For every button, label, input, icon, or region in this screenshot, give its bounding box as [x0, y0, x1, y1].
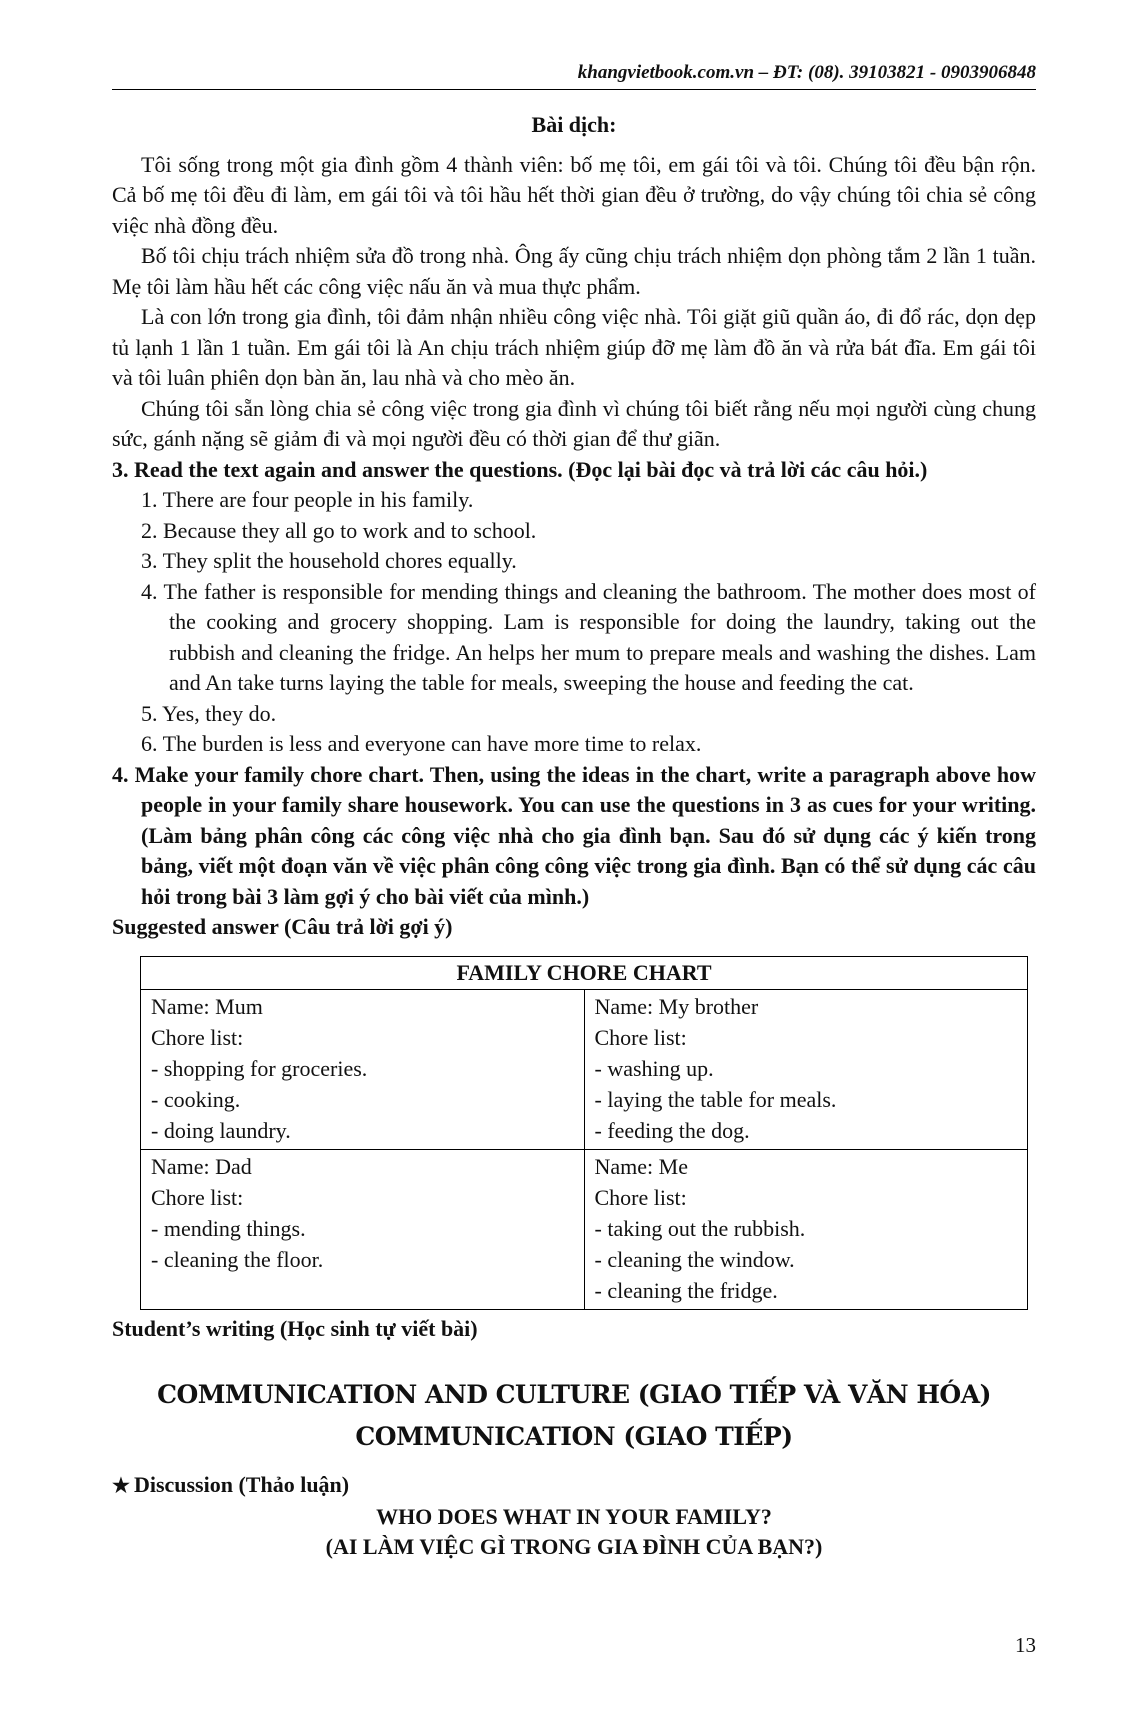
answer-item: [112, 729, 1036, 760]
chore-item: - cleaning the fridge.: [594, 1277, 778, 1303]
page-header: [112, 60, 1036, 90]
chore-item: - taking out the rubbish.: [594, 1215, 806, 1241]
page-content: [112, 110, 1036, 1563]
section-title: COMMUNICATION AND CULTURE (GIAO TIẾP VÀ VĂN HÓA): [157, 1380, 991, 1409]
translation-paragraph: Chúng tôi sẵn lòng chia sẻ công việc trong gia đình vì chúng tôi biết rằng nếu mọi người cùng chung sức, gánh nặng sẽ giảm đi và mọi người đều có thời gian để thư giãn.: [112, 395, 1036, 451]
family-chore-chart: [140, 956, 1028, 1310]
answer-text: 6. The burden is less and everyone can have more time to relax.: [141, 731, 702, 756]
answer-text: 1. There are four people in his family.: [141, 487, 474, 512]
answer-text: 2. Because they all go to work and to school.: [141, 517, 537, 543]
chore-item: - cleaning the window.: [594, 1246, 795, 1272]
cell-list-label: Chore list:: [151, 1024, 244, 1050]
cell-name: Name: Me: [594, 1153, 688, 1179]
suggested-answer-label: Suggested answer (Câu trả lời gợi ý): [112, 914, 453, 939]
chore-item: - cooking.: [151, 1086, 241, 1112]
chart-cell-dad: [141, 1149, 585, 1309]
chore-item: - mending things.: [151, 1215, 306, 1241]
student-writing-label: Student’s writing (Học sinh tự viết bài): [112, 1315, 478, 1341]
discussion-question-vi: (AI LÀM VIỆC GÌ TRONG GIA ĐÌNH CỦA BẠN?): [325, 1534, 823, 1559]
chore-item: - feeding the dog.: [594, 1117, 750, 1143]
answer-item: [112, 516, 1036, 547]
exercise4-title: 4. Make your family chore chart. Then, using the ideas in the chart, write a paragraph above how people in your family share housework. You can use the questions in 3 as cues for your writing. (Làm bảng phân công các công việc nhà cho gia đình bạn. Sau đó sử dụng các ý kiến trong bảng, viết một đoạn văn về việc phân công công việc trong gia đình. Bạn có thể sử dụng các câu hỏi trong bài 3 làm gợi ý cho bài viết của mình.): [112, 761, 1036, 909]
star-icon: ★: [112, 1475, 130, 1497]
cell-name: Name: My brother: [594, 993, 759, 1019]
chore-item: - doing laundry.: [151, 1117, 291, 1143]
cell-list-label: Chore list:: [151, 1184, 244, 1210]
cell-list-label: Chore list:: [594, 1024, 687, 1050]
cell-name: Name: Mum: [151, 993, 263, 1019]
header-site-text: khangvietbook.com.vn – ĐT: (08). 39103821 - 0903906848: [577, 62, 1036, 83]
discussion-heading: [112, 1470, 1036, 1502]
chart-cell-me: [584, 1149, 1028, 1309]
translation-title: Bài dịch:: [531, 112, 617, 137]
chart-cell-mum: [141, 989, 585, 1149]
answer-text: 5. Yes, they do.: [141, 700, 277, 726]
answer-item: [112, 699, 1036, 730]
answer-item: [112, 546, 1036, 577]
page-number: 13: [1015, 1633, 1036, 1657]
chore-item: - washing up.: [594, 1055, 714, 1081]
exercise3-answers: [112, 485, 1036, 760]
cell-list-label: Chore list:: [594, 1184, 687, 1210]
cell-name: Name: Dad: [151, 1153, 252, 1179]
exercise3-title: 3. Read the text again and answer the questions. (Đọc lại bài đọc và trả lời các câu hỏi.): [112, 456, 928, 482]
section-subtitle: COMMUNICATION (GIAO TIẾP): [355, 1422, 793, 1451]
answer-text: 3. They split the household chores equally.: [141, 548, 517, 573]
chore-item: - cleaning the floor.: [151, 1246, 324, 1272]
translation-paragraph: Bố tôi chịu trách nhiệm sửa đồ trong nhà. Ông ấy cũng chịu trách nhiệm dọn phòng tắm 2 lần 1 tuần. Mẹ tôi làm hầu hết các công việc nấu ăn và mua thực phẩm.: [112, 243, 1036, 299]
chore-item: - shopping for groceries.: [151, 1055, 368, 1081]
translation-paragraph: Là con lớn trong gia đình, tôi đảm nhận nhiều công việc nhà. Tôi giặt giũ quần áo, đi đổ rác, dọn dẹp tủ lạnh 1 lần 1 tuần. Em gái tôi là An chịu trách nhiệm giúp đỡ mẹ làm đồ ăn và rửa bát đĩa. Em gái tôi và tôi luân phiên dọn bàn ăn, lau nhà và cho mèo ăn.: [112, 304, 1036, 390]
answer-item: [112, 577, 1036, 699]
answer-item: [112, 485, 1036, 516]
chart-cell-brother: [584, 989, 1028, 1149]
answer-text: 4. The father is responsible for mending things and cleaning the bathroom. The mother does most of the cooking and grocery shopping. Lam is responsible for doing the laundry, taking out the rubbish and cleaning the fridge. An helps her mum to prepare meals and washing the dishes. Lam and An take turns laying the table for meals, sweeping the house and feeding the cat.: [141, 578, 1036, 695]
discussion-question-en: WHO DOES WHAT IN YOUR FAMILY?: [376, 1503, 772, 1529]
chart-title: FAMILY CHORE CHART: [141, 956, 1028, 989]
discussion-label: Discussion (Thảo luận): [133, 1472, 350, 1497]
translation-paragraph: Tôi sống trong một gia đình gồm 4 thành viên: bố mẹ tôi, em gái tôi và tôi. Chúng tôi đều bận rộn. Cả bố mẹ tôi đều đi làm, em gái tôi và tôi hầu hết thời gian đều ở trường, do vậy chúng tôi chia sẻ công việc nhà đồng đều.: [112, 151, 1036, 238]
chore-item: - laying the table for meals.: [594, 1086, 837, 1112]
